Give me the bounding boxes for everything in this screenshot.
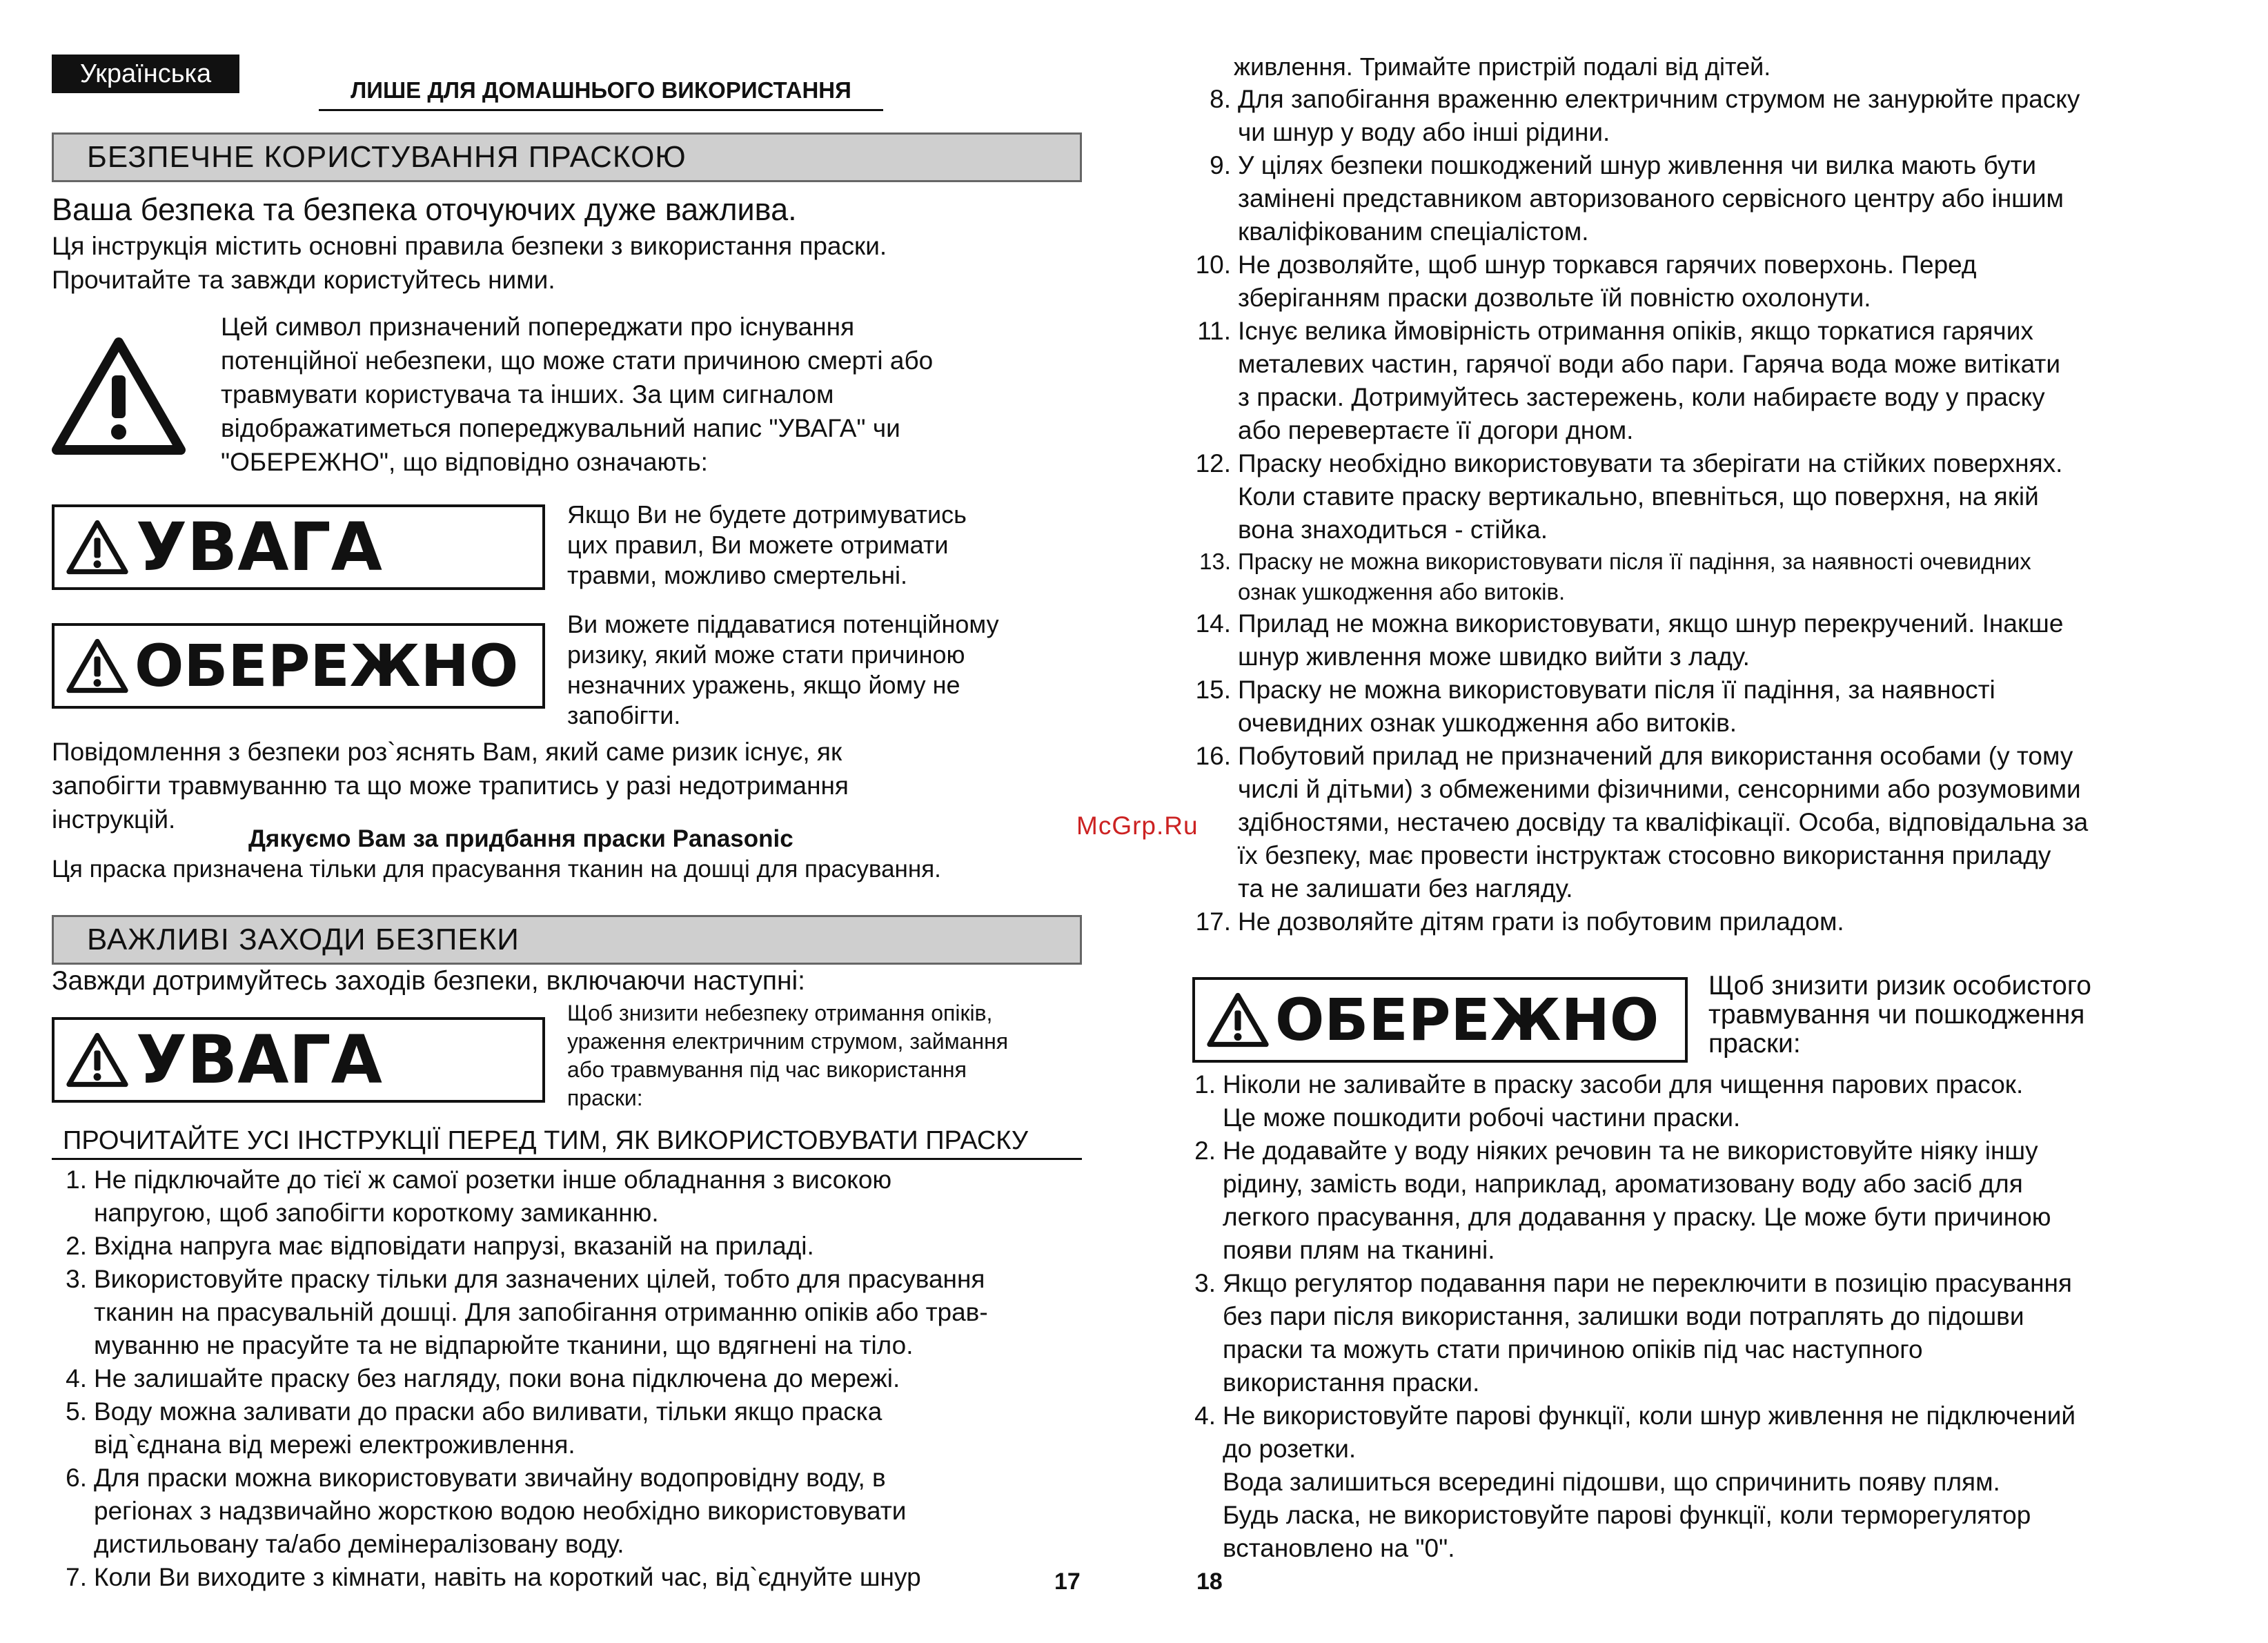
list-item — [41, 1462, 988, 1561]
list-item — [1185, 315, 2088, 447]
caution-right-description — [1708, 972, 2091, 1059]
warning-desc-line: цих правил, Ви можете отримати — [567, 531, 949, 559]
item-line: їх безпеку, має провести інструктаж стосовно використання приладу — [1238, 841, 2051, 869]
caution-desc-line: запобігти. — [567, 701, 681, 729]
caution-items-list — [1185, 1068, 2075, 1565]
item-number: 16. — [1195, 742, 1231, 770]
item-line: Коли ставите праску вертикально, впевніться, що поверхня, на якій — [1238, 482, 2039, 511]
warning-triangle-icon — [1206, 992, 1270, 1048]
intro-line: Прочитайте та завжди користуйтесь ними. — [52, 266, 555, 294]
messages-line: інструкцій. — [52, 805, 176, 834]
language-tab: Українська — [52, 55, 239, 93]
list-item — [1185, 149, 2088, 248]
item-line: муванню не прасуйте та не відпарюйте тканини, що вдягнені на тіло. — [94, 1331, 914, 1359]
item-line: тканин на прасувальній дошці. Для запобігання отриманню опіків або трав- — [94, 1298, 988, 1326]
list-item — [1185, 1399, 2075, 1565]
symbol-line: травмувати користувача та інших. За цим сигналом — [221, 380, 834, 409]
item-line: У цілях безпеки пошкоджений шнур живлення чи вилка мають бути — [1238, 151, 2037, 179]
item-line: ознак ушкодження або витоків. — [1238, 579, 1566, 604]
right-precautions-list — [1185, 83, 2088, 938]
item-line: чи шнур у воду або інші рідини. — [1238, 118, 1610, 146]
messages-paragraph — [52, 735, 849, 836]
item-number: 3. — [66, 1265, 87, 1293]
warning-desc-line: Якщо Ви не будете дотримуватись — [567, 500, 967, 529]
warning-desc-line: травми, можливо смертельні. — [567, 561, 907, 589]
section-title-safe-use: БЕЗПЕЧНЕ КОРИСТУВАННЯ ПРАСКОЮ — [52, 132, 1082, 182]
section-title-precautions: ВАЖЛИВІ ЗАХОДИ БЕЗПЕКИ — [52, 915, 1082, 965]
warning-triangle-icon — [66, 1032, 129, 1088]
item-number: 14. — [1195, 609, 1231, 638]
item-line: вона знаходиться - стійка. — [1238, 515, 1548, 544]
symbol-line: Цей символ призначений попереджати про існування — [221, 313, 855, 341]
item-line: Не використовуйте парові функції, коли шнур живлення не підключений — [1223, 1401, 2076, 1430]
warning-triangle-icon — [50, 335, 188, 457]
caution-description — [567, 609, 999, 731]
item-number: 6. — [66, 1464, 87, 1492]
item-line: Не дозволяйте, щоб шнур торкався гарячих поверхонь. Перед — [1238, 250, 1977, 279]
caution-desc-line: Ви можете піддаватися потенційному — [567, 610, 999, 638]
list-item — [41, 1362, 988, 1395]
item-line: Якщо регулятор подавання пари не переключити в позицію прасування — [1223, 1269, 2072, 1297]
caution-desc-line: травмування чи пошкодження — [1708, 1000, 2085, 1030]
caution-desc-line: ризику, який може стати причиною — [567, 640, 965, 669]
watermark: McGrp.Ru — [1076, 811, 1199, 840]
item-line: замінені представником авторизованого сервісного центру або іншим — [1238, 184, 2064, 213]
caution-word: ОБЕРЕЖНО — [135, 632, 519, 700]
item-number: 5. — [66, 1397, 87, 1426]
caution-signal-box-right — [1192, 977, 1688, 1063]
item-line: регіонах з надзвичайно жорсткою водою необхідно використовувати — [94, 1497, 907, 1525]
item-line: напругою, щоб запобігти короткому замиканню. — [94, 1199, 659, 1227]
item-number: 12. — [1195, 449, 1231, 478]
caution-signal-box — [52, 623, 545, 709]
item-line: Праску не можна використовувати після її падіння, за наявності — [1238, 676, 1995, 704]
page-number-right: 18 — [1196, 1568, 1223, 1595]
item-line: встановлено на "0". — [1223, 1534, 1455, 1562]
list-item — [1185, 1267, 2075, 1399]
item-number: 15. — [1195, 676, 1231, 704]
item-line: кваліфікованим спеціалістом. — [1238, 217, 1589, 246]
item-line: числі й дітьми) з обмеженими фізичними, сенсорними або розумовими — [1238, 775, 2081, 803]
list-item — [1185, 447, 2088, 547]
purpose-line: Ця праска призначена тільки для прасування тканин на дошці для прасування. — [52, 856, 941, 883]
item-line: металевих частин, гарячої води або пари. Гаряча вода може витікати — [1238, 350, 2060, 378]
continuation-line: живлення. Тримайте пристрій подалі від дітей. — [1234, 52, 1771, 81]
item-line: Використовуйте праску тільки для зазначених цілей, тобто для прасування — [94, 1265, 985, 1293]
caution-desc-line: Щоб знизити ризик особистого — [1708, 971, 2091, 1001]
symbol-line: відображатиметься попереджувальний напис "УВАГА" чи — [221, 414, 900, 442]
item-number: 8. — [1210, 85, 1231, 113]
warning2-desc-line: ураження електричним струмом, займання — [567, 1029, 1009, 1054]
item-line: використання праски. — [1223, 1368, 1480, 1397]
item-line: Будь ласка, не використовуйте парові функції, коли терморегулятор — [1223, 1501, 2031, 1529]
warning-signal-box — [52, 504, 545, 590]
item-line: до розетки. — [1223, 1435, 1357, 1463]
warning-triangle-icon — [66, 638, 129, 694]
caution-word: ОБЕРЕЖНО — [1275, 986, 1659, 1054]
item-line: Для праски можна використовувати звичайну водопровідну воду, в — [94, 1464, 886, 1492]
list-item — [1185, 607, 2088, 673]
intro-paragraph — [52, 229, 887, 297]
item-line: Існує велика ймовірність отримання опіків, якщо торкатися гарячих — [1238, 317, 2033, 345]
item-line: Не додавайте у воду ніяких речовин та не використовуйте ніяку іншу — [1223, 1137, 2038, 1165]
item-number: 13. — [1199, 549, 1231, 574]
warning2-description — [567, 999, 1008, 1112]
item-number: 2. — [66, 1232, 87, 1260]
thanks-line: Дякуємо Вам за придбання праски Panasonic — [248, 825, 793, 852]
item-line: Вода залишиться всередині підошви, що спричинить появу плям. — [1223, 1468, 2000, 1496]
safety-heading: Ваша безпека та безпека оточуючих дуже важлива. — [52, 192, 797, 227]
warning-triangle-icon — [66, 519, 129, 575]
caution-desc-line: незначних уражень, якщо йому не — [567, 671, 960, 699]
list-item — [1185, 1068, 2075, 1134]
item-line: дистильовану та/або демінералізовану воду. — [94, 1530, 624, 1558]
item-number: 11. — [1197, 317, 1231, 345]
list-item — [41, 1263, 988, 1362]
list-item — [1185, 740, 2088, 905]
messages-line: запобігти травмуванню та що може трапитись у разі недотримання — [52, 771, 849, 800]
page-number-left: 17 — [1054, 1568, 1081, 1595]
read-all-instructions: ПРОЧИТАЙТЕ УСІ ІНСТРУКЦІЇ ПЕРЕД ТИМ, ЯК ВИКОРИСТОВУВАТИ ПРАСКУ — [52, 1123, 1082, 1160]
item-number: 4. — [66, 1364, 87, 1393]
item-line: Праску необхідно використовувати та зберігати на стійких поверхнях. — [1238, 449, 2063, 478]
item-line: Не дозволяйте дітям грати із побутовим приладом. — [1238, 907, 1844, 936]
item-number: 7. — [66, 1563, 87, 1591]
item-number: 4. — [1194, 1401, 1216, 1430]
item-line: здібностями, нестачею досвіду та кваліфікації. Особа, відповідальна за — [1238, 808, 2089, 836]
item-number: 1. — [66, 1165, 87, 1194]
list-item — [41, 1230, 988, 1263]
messages-line: Повідомлення з безпеки роз`яснять Вам, який саме ризик існує, як — [52, 738, 842, 766]
item-line: появи плям на тканині. — [1223, 1236, 1495, 1264]
symbol-explanation — [221, 310, 933, 479]
item-line: легкого прасування, для додавання у праску. Це може бути причиною — [1223, 1203, 2051, 1231]
symbol-line: потенційної небезпеки, що може стати причиною смерті або — [221, 346, 934, 375]
item-line: праски та можуть стати причиною опіків під час наступного — [1223, 1335, 1923, 1364]
list-item — [1185, 1134, 2075, 1267]
item-line: або перевертаєте її догори дном. — [1238, 416, 1634, 444]
list-item — [1185, 248, 2088, 315]
intro-line: Ця інструкція містить основні правила безпеки з використання праски. — [52, 232, 887, 260]
item-line: та не залишати без нагляду. — [1238, 874, 1573, 903]
warning2-desc-line: праски: — [567, 1085, 643, 1110]
item-line: очевидних ознак ушкодження або витоків. — [1238, 709, 1737, 737]
list-item — [41, 1561, 988, 1594]
item-line: Прилад не можна використовувати, якщо шнур перекручений. Інакше — [1238, 609, 2064, 638]
warning-word: УВАГА — [136, 509, 382, 586]
list-item — [41, 1163, 988, 1230]
symbol-line: "ОБЕРЕЖНО", що відповідно означають: — [221, 448, 708, 476]
item-line: Праску не можна використовувати після її падіння, за наявності очевидних — [1238, 549, 2031, 574]
item-number: 2. — [1194, 1137, 1216, 1165]
list-item — [1185, 673, 2088, 740]
item-line: шнур живлення може швидко вийти з ладу. — [1238, 642, 1750, 671]
item-number: 1. — [1194, 1070, 1216, 1099]
item-line: Не залишайте праску без нагляду, поки вона підключена до мережі. — [94, 1364, 900, 1393]
warning-word: УВАГА — [136, 1021, 382, 1099]
item-line: рідину, замість води, наприклад, ароматизовану воду або засіб для — [1223, 1170, 2023, 1198]
warning-signal-box-2 — [52, 1017, 545, 1103]
item-line: Воду можна заливати до праски або виливати, тільки якщо праска — [94, 1397, 882, 1426]
warning-description — [567, 500, 967, 591]
item-number: 9. — [1210, 151, 1231, 179]
item-line: з праски. Дотримуйтесь застережень, коли набираєте воду у праску — [1238, 383, 2045, 411]
item-line: Це може пошкодити робочі частини праски. — [1223, 1103, 1741, 1132]
item-line: Не підключайте до тієї ж самої розетки інше обладнання з високою — [94, 1165, 892, 1194]
list-item — [41, 1395, 988, 1462]
item-line: Для запобігання враженню електричним струмом не занурюйте праску — [1238, 85, 2080, 113]
warning2-desc-line: або травмування під час використання — [567, 1057, 967, 1082]
item-line: від`єднана від мережі електроживлення. — [94, 1430, 575, 1459]
item-number: 3. — [1194, 1269, 1216, 1297]
item-number: 17. — [1195, 907, 1231, 936]
left-precautions-list — [41, 1163, 988, 1594]
item-line: Вхідна напруга має відповідати напрузі, вказаній на приладі. — [94, 1232, 814, 1260]
item-line: зберіганням праски дозвольте їй повністю охолонути. — [1238, 284, 1871, 312]
caution-desc-line: праски: — [1708, 1029, 1801, 1059]
domestic-use-label: ЛИШЕ ДЛЯ ДОМАШНЬОГО ВИКОРИСТАННЯ — [319, 77, 883, 111]
always-line: Завжди дотримуйтесь заходів безпеки, включаючи наступні: — [52, 966, 805, 996]
item-line: Коли Ви виходите з кімнати, навіть на короткий час, від`єднуйте шнур — [94, 1563, 921, 1591]
list-item — [1185, 905, 2088, 938]
item-line: Побутовий прилад не призначений для використання особами (у тому — [1238, 742, 2073, 770]
item-line: без пари після використання, залишки води потраплять до підошви — [1223, 1302, 2024, 1330]
list-item — [1185, 83, 2088, 149]
item-number: 10. — [1195, 250, 1231, 279]
item-line: Ніколи не заливайте в праску засоби для чищення парових прасок. — [1223, 1070, 2024, 1099]
warning2-desc-line: Щоб знизити небезпеку отримання опіків, — [567, 1001, 993, 1025]
list-item — [1185, 547, 2088, 607]
